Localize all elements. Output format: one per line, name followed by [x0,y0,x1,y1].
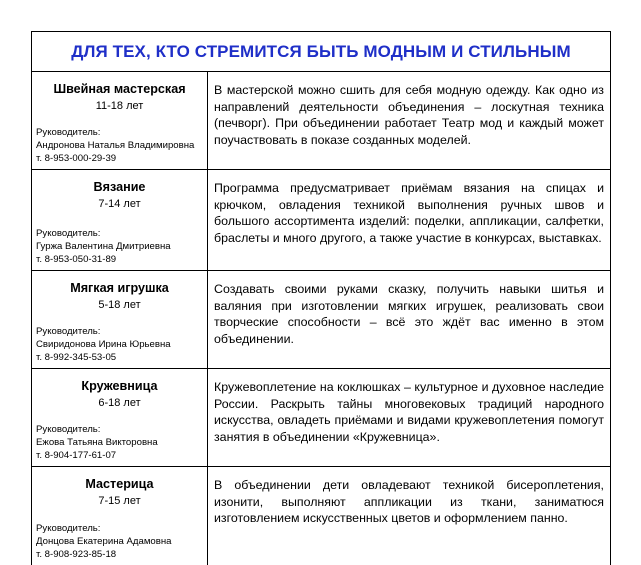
leader-phone: т. 8-904-177-61-07 [36,450,117,461]
leader-block [36,522,172,561]
program-description: В мастерской можно сшить для себя модную одежду. Как одно из направлений деятельности объединения – лоскутная техника (печворг). При объединении работает Театр мод и каждый может поучаствовать в показе созданных моделей. [214,83,604,147]
program-info-cell [32,467,208,565]
table-row [32,170,610,271]
program-age: 7-14 лет [98,198,141,210]
table-row [32,467,610,565]
leader-name: Андронова Наталья Владимировна [36,140,195,151]
program-name: Мягкая игрушка [70,281,169,295]
leader-label: Руководитель: [36,523,101,534]
program-name: Кружевница [81,379,158,393]
page-title: ДЛЯ ТЕХ, КТО СТРЕМИТСЯ БЫТЬ МОДНЫМ И СТИЛЬНЫМ [71,41,571,61]
table-row [32,72,610,170]
leader-label: Руководитель: [36,228,101,239]
program-info-cell [32,271,208,368]
leader-label: Руководитель: [36,424,101,435]
program-age: 6-18 лет [98,397,141,409]
leader-block [36,126,194,165]
table-row [32,369,610,467]
programs-table [31,31,611,565]
leader-name: Донцова Екатерина Адамовна [36,536,172,547]
program-description: Программа предусматривает приёмам вязания на спицах и крючком, овладения техникой выполнения ручных швов и большого ассортимента изделий: поделки, аппликации, салфетки, браслеты и много другого, а также участие в конкурсах, выставках. [214,181,604,245]
leader-name: Свиридонова Ирина Юрьевна [36,339,171,350]
leader-block [36,325,171,364]
leader-phone: т. 8-953-000-29-39 [36,153,117,164]
table-row [32,271,610,369]
program-info-cell [32,369,208,466]
leader-phone: т. 8-992-345-53-05 [36,352,117,363]
program-age: 5-18 лет [98,299,141,311]
leader-label: Руководитель: [36,326,101,337]
program-name: Мастерица [85,477,154,491]
program-description: В объединении дети овладевают техникой бисероплетения, изонити, выполняют аппликации из ткани, заниматюся изготовлением искусственных цветов и оформлением панно. [214,478,604,525]
leader-block [36,423,158,462]
program-description: Кружевоплетение на коклюшках – культурное и духовное наследие России. Раскрыть тайны многовековых традиций народного искусства, овладеть приёмами и видами кружевоплетения помогут занятия в объединении «Кружевница». [214,380,604,444]
program-name: Вязание [93,180,146,194]
leader-name: Гуржа Валентина Дмитриевна [36,241,171,252]
program-name: Швейная мастерская [53,82,186,96]
program-age: 7-15 лет [98,495,141,507]
program-age: 11-18 лет [95,100,144,112]
table-title-row [32,32,610,72]
leader-phone: т. 8-908-923-85-18 [36,549,117,560]
program-description: Создавать своими руками сказку, получить навыки шитья и валяния при изготовлении мягких игрушек, реализовать свои творческие способности – всё это ждёт вас именно в этом объединении. [214,282,604,346]
leader-label: Руководитель: [36,127,101,138]
leader-phone: т. 8-953-050-31-89 [36,254,117,265]
program-info-cell [32,170,208,270]
leader-name: Ежова Татьяна Викторовна [36,437,158,448]
leader-block [36,227,171,266]
program-info-cell [32,72,208,169]
